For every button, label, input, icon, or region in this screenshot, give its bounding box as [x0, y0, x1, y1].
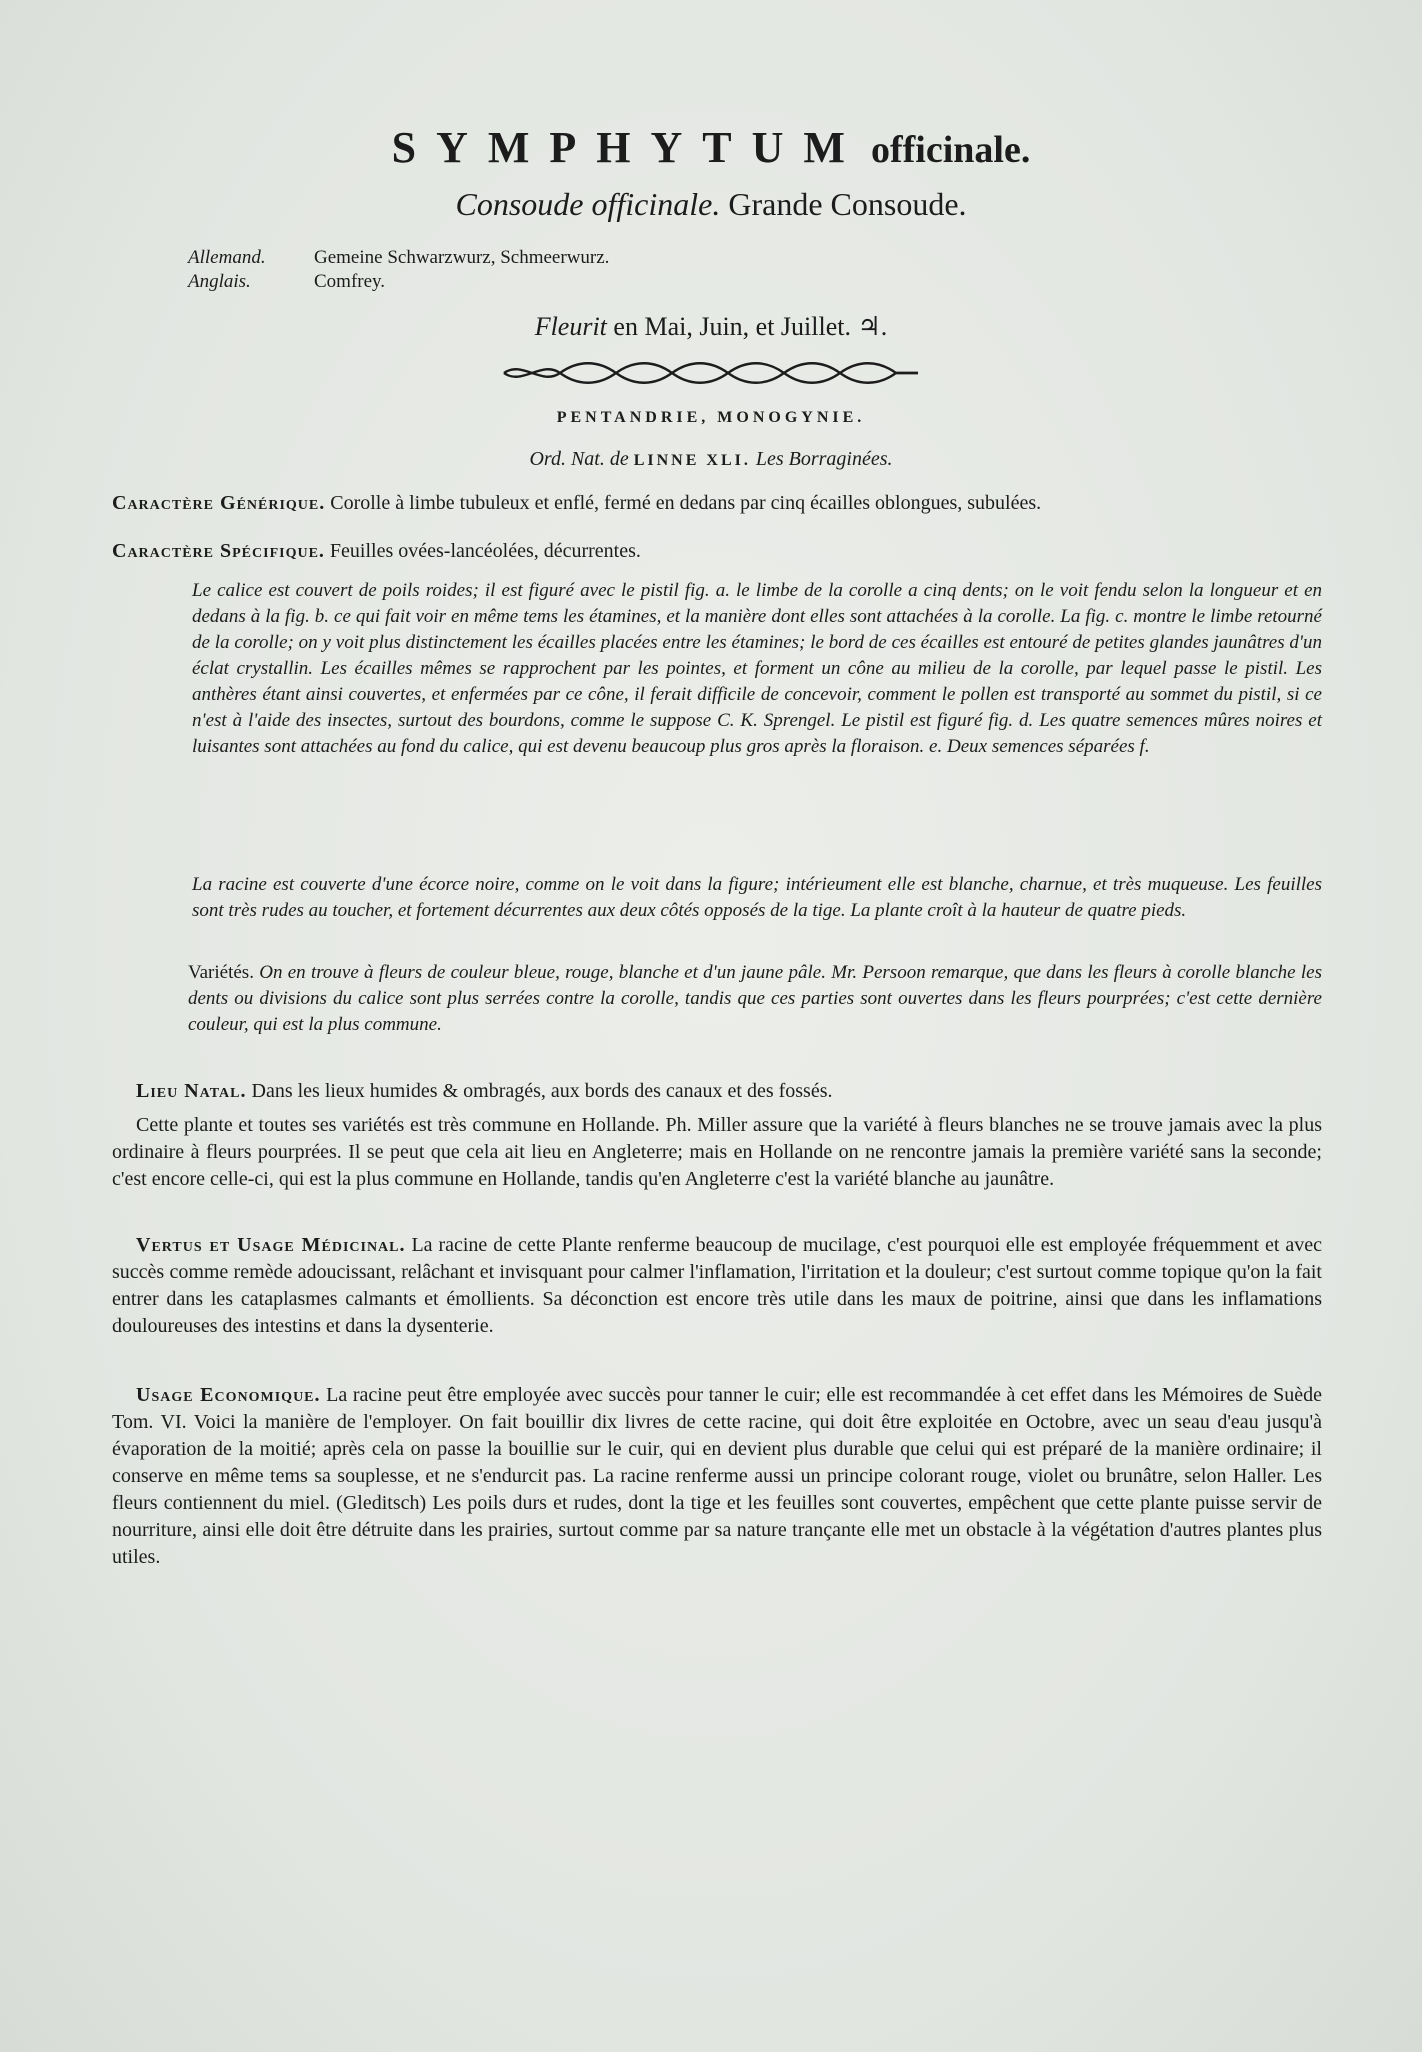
- subtitle-latin: Consoude officinale.: [455, 186, 721, 222]
- description-paragraph: Le calice est couvert de poils roides; il est figuré avec le pistil fig. a. le limbe de la corolle a cinq dents; on le voit fendu selon la longueur et en dedans à la fig. b. ce qui fait voir en même tems les étamines, et la manière dont elles sont attachées à la corolle. La fig. c. montre le limbe retourné de la corolle; on y voit plus distinctement les écailles placées entre les étamines; le bord de ces écailles est entouré de petites glandes jaunâtres d'un éclat crystallin. Les écailles mêmes se rapprochent par les pointes, et forment un cône au milieu de la corolle, par lequel passe le pistil. Les anthères étant ainsi couvertes, et enfermées par ce cône, il ferait difficile de concevoir, comment le pollen est transporté au sommet du pistil, si ce n'est à l'aide des insectes, surtout des bourdons, comme le suppose C. K. Sprengel. Le pistil est figuré fig. d. Les quatre semences mûres noires et luisantes sont attachées au fond du calice, qui est devenu beaucoup plus gros après la floraison. e. Deux semences séparées f.: [192, 580, 1322, 757]
- section-text: Dans les lieux humides & ombragés, aux bords des canaux et des fossés.: [251, 1080, 833, 1102]
- title-genus: SYMPHYTUM: [391, 123, 865, 172]
- medicinal-use: [112, 1232, 1322, 1340]
- ornament-divider: [502, 362, 920, 384]
- generic-character: [112, 490, 1322, 517]
- name-value: Comfrey.: [314, 271, 386, 292]
- vernacular-names: [188, 246, 609, 294]
- economic-use: [112, 1382, 1322, 1571]
- subtitle: [0, 186, 1422, 223]
- title-species: officinale.: [870, 129, 1031, 171]
- native-habitat: [136, 1078, 1322, 1105]
- order-linne: LINNE XLI.: [633, 452, 751, 469]
- order-prefix: Ord. Nat. de: [529, 448, 629, 470]
- name-row-english: [188, 270, 609, 294]
- section-label: Usage Economique.: [136, 1384, 321, 1406]
- varieties-paragraph: [188, 960, 1322, 1038]
- lang-label: Allemand.: [188, 247, 266, 268]
- section-text: La racine peut être employée avec succès pour tanner le cuir; elle est recommandée à cet effet dans les Mémoires de Suède Tom. VI. Voici la manière de l'employer. On fait bouillir dix livres de cette racine, qui doit être exploitée en Octobre, avec un seau d'eau jusqu'à évaporation de la moitié; après cela on passe la bouillie sur le cuir, qui en devient plus durable que celui qui est préparé de la manière ordinaire; il conserve en même tems sa souplesse, et ne s'endurcit pas. La racine renferme aussi un principe colorant rouge, violet ou brunâtre, selon Haller. Les fleurs contiennent du miel. (Gleditsch) Les poils durs et rudes, dont la tige et les feuilles sont couvertes, empêchent que cette plante puisse servir de nourriture, ainsi elle doit être détruite dans les prairies, surtout comme par sa nature trançante elle met un obstacle à la végétation d'autres plantes plus utiles.: [112, 1384, 1322, 1568]
- section-label: Caractère Générique.: [112, 492, 326, 514]
- natural-order: [0, 448, 1422, 471]
- page-title: [0, 122, 1422, 173]
- section-text: Corolle à limbe tubuleux et enflé, fermé en dedans par cinq écailles oblongues, subulées.: [330, 492, 1042, 514]
- holland-paragraph: Cette plante et toutes ses variétés est très commune en Hollande. Ph. Miller assure que la variété à fleurs blanches ne se trouve jamais avec la plus ordinaire à fleurs pourprées. Il se peut que cela ait lieu en Angleterre; mais en Hollande on ne rencontre jamais la première variété sans la seconde; c'est encore celle-ci, qui est la plus commune en Hollande, tandis qu'en Angleterre c'est la variété blanche au jaunâtre.: [112, 1114, 1322, 1190]
- flowering-text: en Mai, Juin, et Juillet. ♃.: [613, 312, 888, 341]
- classification: PENTANDRIE, MONOGYNIE.: [556, 409, 866, 426]
- section-text: La racine de cette Plante renferme beaucoup de mucilage, c'est pourquoi elle est employée fréquemment et avec succès comme remède adoucissant, relâchant et invisquant pour calmer l'inflamation, l'irritation et la douleur; c'est surtout comme topique qu'on la fait entrer dans les cataplasmes calmants et émollients. Sa déconction est encore très utile dans les maux de poitrine, ainsi que dans les inflamations douloureuses des intestins et dans la dysenterie.: [112, 1234, 1322, 1337]
- flowering-lead: Fleurit: [534, 312, 607, 341]
- section-text: On en trouve à fleurs de couleur bleue, rouge, blanche et d'un jaune pâle. Mr. Persoon remarque, que dans les fleurs à corolle blanche les dents ou divisions du calice sont plus serrées contre la corolle, tandis que ces parties sont ouvertes dans les fleurs pourprées; c'est cette dernière couleur, qui est la plus commune.: [188, 962, 1322, 1035]
- section-label: Vertus et Usage Médicinal.: [136, 1234, 406, 1256]
- name-value: Gemeine Schwarzwurz, Schmeerwurz.: [314, 247, 610, 268]
- root-paragraph: La racine est couverte d'une écorce noire, comme on le voit dans la figure; intérieument elle est blanche, charnue, et très muqueuse. Les feuilles sont très rudes au toucher, et fortement décurrentes aux deux côtés opposés de la tige. La plante croît à la hauteur de quatre pieds.: [192, 874, 1322, 921]
- order-family: Les Borraginées.: [755, 448, 893, 470]
- flowering-line: [0, 312, 1422, 342]
- subtitle-common: Grande Consoude.: [728, 186, 967, 222]
- name-row-german: [188, 246, 609, 270]
- section-label: Caractère Spécifique.: [112, 540, 325, 562]
- section-label: Variétés.: [188, 962, 254, 983]
- section-text: Feuilles ovées-lancéolées, décurrentes.: [329, 540, 641, 562]
- section-label: Lieu Natal.: [136, 1080, 247, 1102]
- lang-label: Anglais.: [188, 271, 251, 292]
- specific-character: [112, 538, 1322, 565]
